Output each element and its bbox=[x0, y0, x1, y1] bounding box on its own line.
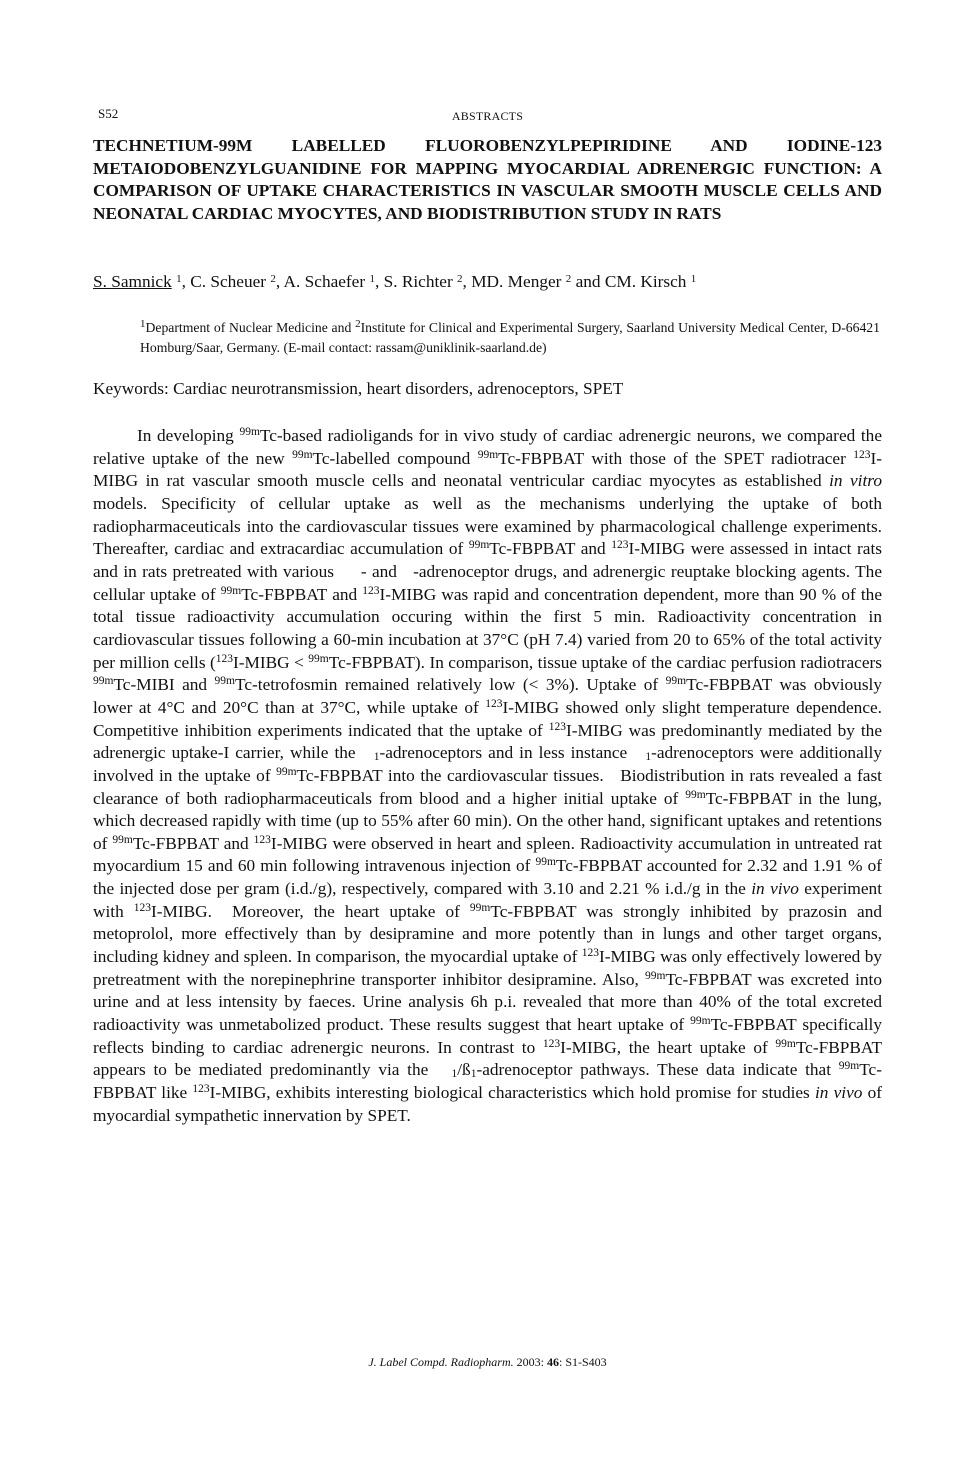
isotope-superscript: 99m bbox=[308, 652, 329, 665]
abstract-text: Tc-FBPBAT like bbox=[93, 1060, 882, 1103]
author-affiliation-marker: 1 bbox=[369, 273, 375, 285]
author-affiliation-marker: 2 bbox=[565, 273, 572, 285]
isotope-superscript: 123 bbox=[485, 697, 503, 710]
abstract-text: Tc-FBPBAT was obviously lower at 4°C and 20°C than at 37°C, while uptake of bbox=[93, 675, 882, 717]
affiliation-marker-2: 2 bbox=[355, 318, 361, 330]
abstract-text: of myocardial sympathetic innervation by SPET. bbox=[93, 1083, 882, 1125]
abstract-body bbox=[93, 425, 882, 1127]
running-head: ABSTRACTS bbox=[451, 109, 524, 123]
isotope-superscript: 99m bbox=[468, 539, 490, 552]
journal-volume: 46 bbox=[547, 1355, 559, 1369]
author-affiliation-marker: 2 bbox=[457, 273, 463, 285]
isotope-superscript: 99m bbox=[690, 1015, 711, 1028]
affiliation-1: Department of Nuclear Medicine and bbox=[145, 320, 356, 335]
author-name: S. Samnick bbox=[93, 272, 172, 291]
abstract-text: I-MIBG were assessed in intact rats and in rats pretreated with various - and -adrenoceptor drugs, and adrenergic reuptake blocking agents. The cellular uptake of bbox=[93, 539, 882, 604]
abstract-text: I-MIBG < bbox=[233, 652, 309, 672]
abstract-text: Tc-labelled compound bbox=[312, 448, 478, 468]
affiliation-marker-1: 1 bbox=[140, 318, 146, 330]
isotope-superscript: 99m bbox=[239, 426, 260, 438]
isotope-superscript: 99m bbox=[93, 675, 114, 688]
keywords: Keywords: Cardiac neurotransmission, heart disorders, adrenoceptors, SPET bbox=[93, 379, 624, 398]
abstract-text: Tc-MIBI and bbox=[113, 675, 215, 695]
abstract-text: Tc-based radioligands for in vivo study of cardiac adrenergic neurons, we compared the relative uptake of the new bbox=[93, 426, 882, 468]
isotope-superscript: 123 bbox=[215, 652, 234, 665]
abstract-text: I-MIBG, exhibits interesting biological characteristics which hold promise for studies bbox=[209, 1083, 815, 1103]
abstract-text: Tc-FBPBAT into the cardiovascular tissues. Biodistribution in rats revealed a fast clearance of both radiopharmaceuticals from blood and a higher initial uptake of bbox=[93, 765, 882, 808]
author-affiliation-marker: 2 bbox=[270, 273, 276, 285]
abstract-text: In developing bbox=[137, 426, 240, 445]
author-affiliation-marker: 1 bbox=[176, 273, 182, 285]
abstract-text: Tc-FBPBAT in the lung, which decreased rapidly with time (up to 55% after 60 min). On the other hand, significant uptakes and retentions of bbox=[93, 788, 882, 853]
isotope-superscript: 99m bbox=[535, 856, 556, 869]
abstract-text: experiment with bbox=[93, 879, 882, 921]
abstract-text: I-MIBG in rat vascular smooth muscle cells and neonatal ventricular cardiac myocytes as established bbox=[93, 448, 882, 491]
isotope-superscript: 99m bbox=[477, 448, 499, 461]
abstract-text: Tc-FBPBAT specifically reflects binding to cardiac adrenergic neurons. In contrast to bbox=[93, 1015, 882, 1057]
journal-footer bbox=[0, 1355, 975, 1370]
abstract-text: I-MIBG, the heart uptake of bbox=[560, 1037, 776, 1057]
isotope-superscript: 123 bbox=[253, 833, 271, 846]
author-name: A. Schaefer bbox=[283, 272, 366, 291]
abstract-text: I-MIBG was rapid and concentration dependent, more than 90 % of the total tissue radioactivity accumulation occuring within the first 5 min. Radioactivity concentration in cardiovascular tissues following a 60-min incubation at 37°C (pH 7.4) varied from 20 to 65% of the total activity per million cells ( bbox=[93, 584, 882, 672]
journal-name: J. Label Compd. Radiopharm. bbox=[368, 1355, 514, 1369]
abstract-text: Tc-FBPBAT and bbox=[489, 539, 612, 559]
author-name: MD. Menger bbox=[471, 272, 562, 291]
isotope-superscript: 99m bbox=[276, 765, 297, 778]
subscript: 1 bbox=[451, 1068, 458, 1081]
author-name: CM. Kirsch bbox=[604, 272, 687, 291]
author-name: S. Richter bbox=[383, 272, 453, 291]
abstract-text: I-MIBG showed only slight temperature dependence. Competitive inhibition experiments indicated that the uptake of bbox=[93, 697, 882, 740]
abstract-title: TECHNETIUM-99M LABELLED FLUOROBENZYLPEPIRIDINE AND IODINE-123 METAIODOBENZYLGUANIDINE FOR MAPPING MYOCARDIAL ADRENERGIC FUNCTION: A COMPARISON OF UPTAKE CHARACTERISTICS IN VASCULAR SMOOTH MUSCLE CELLS AND NEONATAL CARDIAC MYOCYTES, AND BIODISTRIBUTION STUDY IN RATS bbox=[93, 136, 882, 223]
abstract-text: -adrenoceptors and in less instance bbox=[379, 743, 646, 763]
abstract-text: -adrenoceptors were additionally involved in the uptake of bbox=[93, 743, 882, 785]
abstract-text: I-MIBG. Moreover, the heart uptake of bbox=[150, 901, 470, 921]
affiliations bbox=[140, 318, 880, 358]
affiliation-2: Institute for Clinical and Experimental Surgery, Saarland University Medical Center, D-66421 Homburg/Saar, Germany. (E-mail contact: rassam@uniklinik-saarland.de) bbox=[140, 320, 880, 355]
isotope-superscript: 123 bbox=[542, 1037, 561, 1050]
author-list: S. Samnick $^1$, C. Scheuer $^2$, A. Schaefer $^1$, S. Richter $^2$, MD. Menger $^2$ and CM. Kirsch $^1$ bbox=[93, 272, 697, 291]
author-name: C. Scheuer bbox=[190, 272, 267, 291]
isotope-superscript: 123 bbox=[133, 901, 151, 914]
isotope-superscript: 99m bbox=[220, 584, 242, 597]
italic-text: in vitro bbox=[829, 471, 883, 491]
isotope-superscript: 99m bbox=[469, 901, 491, 914]
isotope-superscript: 99m bbox=[112, 833, 133, 846]
abstract-text: /ß bbox=[457, 1060, 471, 1080]
isotope-superscript: 99m bbox=[685, 788, 706, 801]
isotope-superscript: 99m bbox=[645, 969, 666, 982]
isotope-superscript: 99m bbox=[665, 675, 687, 688]
abstract-text: Tc-FBPBAT appears to be mediated predominantly via the bbox=[93, 1037, 882, 1080]
italic-text: in vivo bbox=[814, 1083, 863, 1103]
italic-text: in vivo bbox=[751, 879, 799, 899]
abstract-text: Tc-FBPBAT and bbox=[132, 833, 254, 853]
isotope-superscript: 99m bbox=[838, 1060, 860, 1073]
isotope-superscript: 99m bbox=[775, 1037, 796, 1050]
isotope-superscript: 123 bbox=[192, 1083, 210, 1096]
isotope-superscript: 123 bbox=[362, 584, 380, 597]
abstract-text: Tc-FBPBAT was excreted into urine and at less intensity by faeces. Urine analysis 6h p.i. revealed that more than 40% of the total excreted radioactivity was unmetabolized product. These results suggest that heart uptake of bbox=[93, 969, 882, 1035]
abstract-text: I-MIBG were observed in heart and spleen. Radioactivity accumulation in untreated rat myocardium 15 and 60 min following intravenous injection of bbox=[93, 833, 883, 876]
page-number: S52 bbox=[98, 106, 119, 121]
isotope-superscript: 123 bbox=[581, 947, 600, 960]
abstract-text: models. Specificity of cellular uptake as well as the mechanisms underlying the uptake of both radiopharmaceuticals into the cardiovascular tissues were examined by pharmacological challenge experiments. Thereafter, cardiac and extracardiac accumulation of bbox=[93, 493, 882, 559]
subscript: 1 bbox=[470, 1068, 477, 1081]
abstract-text: Tc-FBPBAT with those of the SPET radiotracer bbox=[498, 448, 854, 468]
abstract-text: Tc-FBPBAT and bbox=[241, 584, 363, 604]
abstract-text: -adrenoceptor pathways. These data indicate that bbox=[476, 1060, 839, 1080]
isotope-superscript: 99m bbox=[292, 448, 313, 461]
isotope-superscript: 123 bbox=[611, 539, 629, 552]
isotope-superscript: 99m bbox=[214, 675, 235, 688]
journal-pages: : S1-S403 bbox=[559, 1355, 607, 1369]
abstract-text: Tc-FBPBAT). In comparison, tissue uptake of the cardiac perfusion radiotracers bbox=[328, 652, 882, 672]
isotope-superscript: 123 bbox=[548, 720, 567, 733]
abstract-text: I-MIBG was only effectively lowered by pretreatment with the norepinephrine transporter inhibitor desipramine. Also, bbox=[93, 947, 882, 989]
subscript: 1 bbox=[373, 751, 380, 764]
journal-year: 2003: bbox=[513, 1355, 547, 1369]
abstract-text: Tc-tetrofosmin remained relatively low (< 3%). Uptake of bbox=[235, 675, 666, 695]
abstract-text: Tc-FBPBAT was strongly inhibited by prazosin and metoprolol, more effectively than by desipramine and more potently than in lungs and other target organs, including kidney and spleen. In comparison, the myocardial uptake of bbox=[93, 901, 882, 967]
abstract-text: Tc-FBPBAT accounted for 2.32 and 1.91 % of the injected dose per gram (i.d./g), respectively, compared with 3.10 and 2.21 % i.d./g in the bbox=[93, 856, 882, 899]
subscript: 1 bbox=[645, 751, 652, 764]
abstract-text: I-MIBG was predominantly mediated by the adrenergic uptake-I carrier, while the bbox=[93, 720, 882, 763]
author-affiliation-marker: 1 bbox=[690, 273, 697, 285]
isotope-superscript: 123 bbox=[853, 448, 871, 461]
